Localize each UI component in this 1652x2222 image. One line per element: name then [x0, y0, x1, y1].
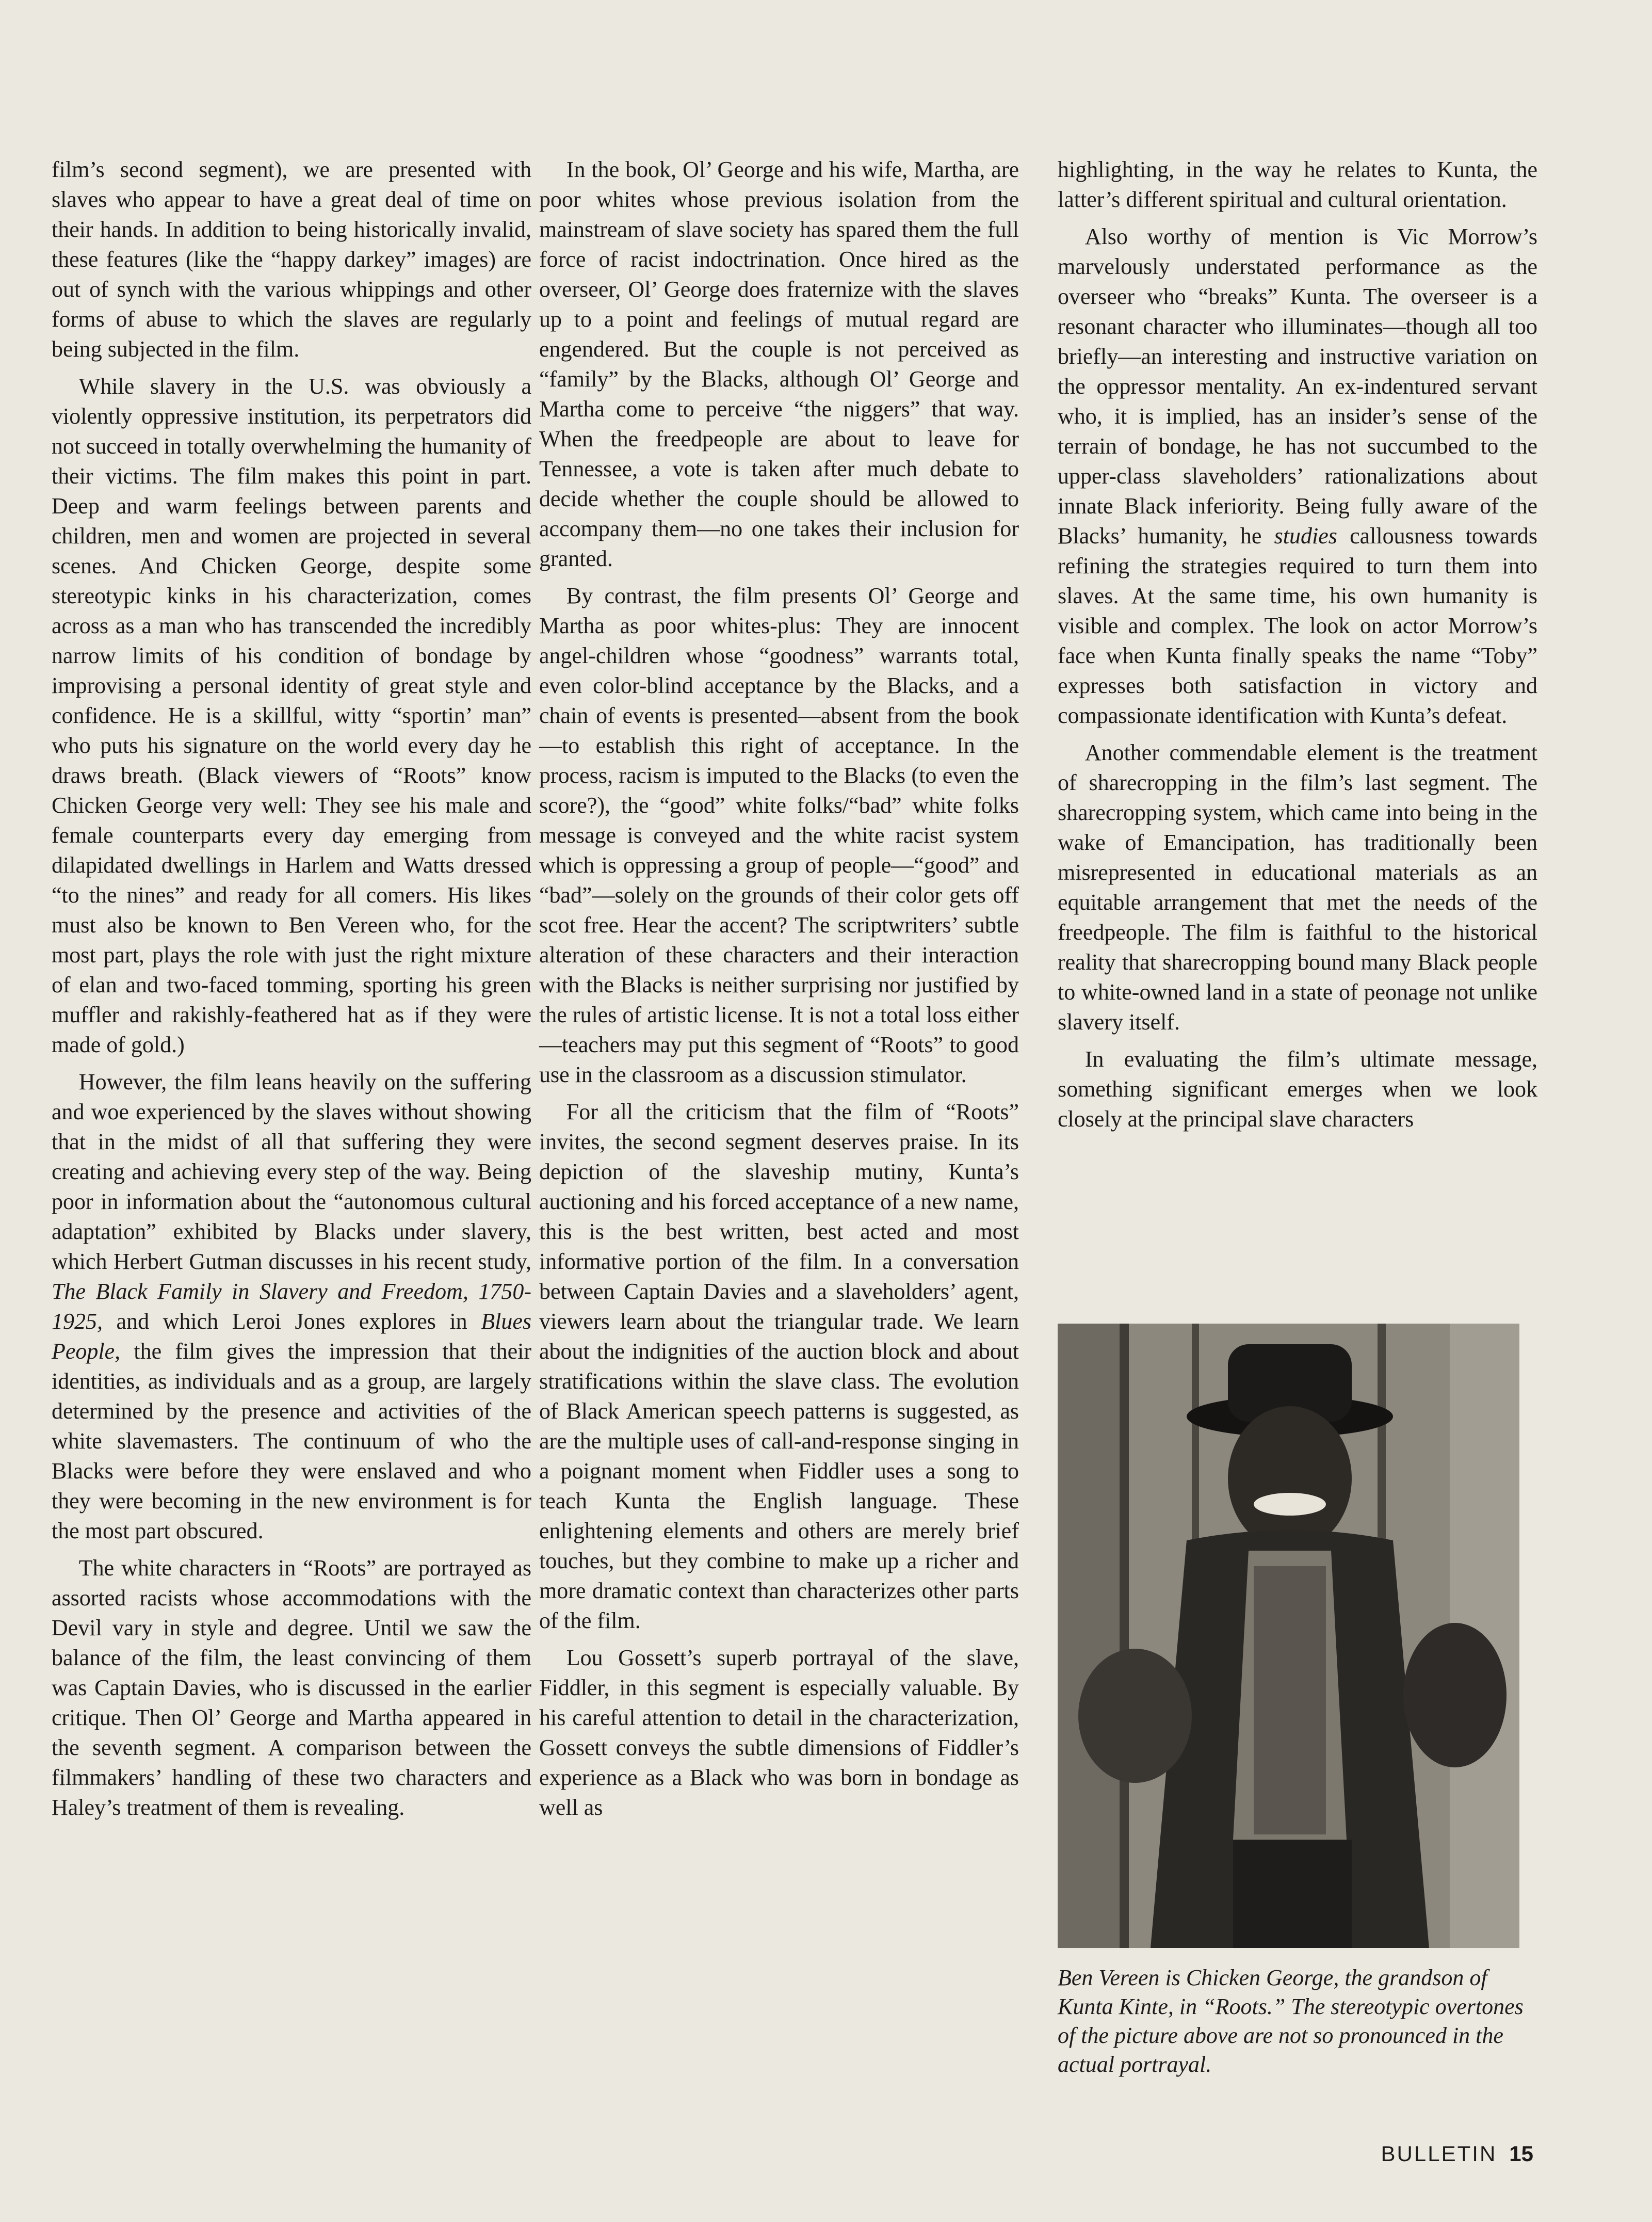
photo-caption: Ben Vereen is Chicken George, the grandson of Kunta Kinte, in “Roots.” The stereotypic overtones of the picture above are not so pronounced in the actual portrayal.	[1058, 1965, 1524, 2077]
paragraph: The white characters in “Roots” are portrayed as assorted racists whose accommodations with the Devil vary in style and degree. Until we saw the balance of the film, the least convincing of them was Captain Davies, who is discussed in the earlier critique. Then Ol’ George and Martha appeared in the seventh segment. A comparison between the filmmakers’ handling of these two characters and Haley’s treatment of them is revealing.	[52, 1555, 531, 1820]
book-title: Blues People,	[52, 1309, 531, 1364]
chicken-george-photo	[1058, 1324, 1519, 1948]
book-title: The Black Family in Slavery and Freedom, 1750-1925,	[52, 1279, 531, 1334]
page-footer	[1381, 2142, 1533, 2166]
paragraph: Also worthy of mention is Vic Morrow’s marvelously understated performance as the overseer who “breaks” Kunta. The overseer is a resonant character who illuminates—though all too briefly—an interesting and instructive variation on the oppressor mentality. An ex-indentured servant who, it is implied, has an insider’s sense of the terrain of bondage, he has not succumbed to the upper-class slaveholders’ rationalizations about innate Black inferiority. Being fully aware of the Blacks’ humanity, he studies callousness towards refining the strategies required to turn them into slaves. At the same time, his own humanity is visible and complex. The look on actor Morrow’s face when Kunta finally speaks the name “Toby” expresses both satisfaction in victory and compassionate identification with Kunta’s defeat.	[1058, 224, 1537, 728]
paragraph: For all the criticism that the film of “Roots” invites, the second segment deserves praise. In its depiction of the slaveship mutiny, Kunta’s auctioning and his forced acceptance of a new name, this is the best written, best acted and most informative portion of the film. In a conversation between Captain Davies and a slaveholders’ agent, viewers learn about the triangular trade. We learn about the indignities of the auction block and about stratifications within the slave class. The evolution of Black American speech patterns is suggested, as are the multiple uses of call-and-response singing in a poignant moment when Fiddler uses a song to teach Kunta the English language. These enlightening elements and others are merely brief touches, but they combine to make up a richer and more dramatic context than characterizes other parts of the film.	[539, 1099, 1019, 1633]
paragraph: In the book, Ol’ George and his wife, Martha, are poor whites whose previous isolation from the mainstream of slave society has spared them the full force of racist indoctrination. Once hired as the overseer, Ol’ George does fraternize with the slaves up to a point and feelings of mutual regard are engendered. But the couple is not perceived as “family” by the Blacks, although Ol’ George and Martha come to perceive “the niggers” that way. When the freedpeople are about to leave for Tennessee, a vote is taken after much debate to decide whether the couple should be allowed to accompany them—no one takes their inclusion for granted.	[539, 157, 1019, 571]
paragraph: highlighting, in the way he relates to Kunta, the latter’s different spiritual and cultural orientation.	[1058, 157, 1537, 212]
article-column-1	[52, 155, 531, 1830]
paragraph: In evaluating the film’s ultimate message, something significant emerges when we look closely at the principal slave characters	[1058, 1046, 1537, 1132]
publication-name: BULLETIN	[1381, 2142, 1497, 2166]
paragraph: However, the film leans heavily on the suffering and woe experienced by the slaves without showing that in the midst of all that suffering they were creating and achieving every step of the way. Being poor in information about the “autonomous cultural adaptation” exhibited by Blacks under slavery, which Herbert Gutman discusses in his recent study, The Black Family in Slavery and Freedom, 1750-1925, and which Leroi Jones explores in Blues People, the film gives the impression that their identities, as individuals and as a group, are largely determined by the presence and activities of the white slavemasters. The continuum of who the Blacks were before they were enslaved and who they were becoming in the new environment is for the most part obscured.	[52, 1069, 531, 1543]
article-column-3	[1058, 155, 1537, 1141]
paragraph: By contrast, the film presents Ol’ George and Martha as poor whites-plus: They are innocent angel-children whose “goodness” warrants total, even color-blind acceptance by the Blacks, and a chain of events is presented—absent from the book—to establish this right of acceptance. In the process, racism is imputed to the Blacks (to even the score?), the “good” white folks/“bad” white folks message is conveyed and the white racist system which is oppressing a group of people—“good” and “bad”—solely on the grounds of their color gets off scot free. Hear the accent? The scriptwriters’ subtle alteration of these characters and their interaction with the Blacks is neither surprising nor justified by the rules of artistic license. It is not a total loss either—teachers may put this segment of “Roots” to good use in the classroom as a discussion stimulator.	[539, 583, 1019, 1087]
paragraph: While slavery in the U.S. was obviously a violently oppressive institution, its perpetrators did not succeed in totally overwhelming the humanity of their victims. The film makes this point in part. Deep and warm feelings between parents and children, men and women are projected in several scenes. And Chicken George, despite some stereotypic kinks in his characterization, comes across as a man who has transcended the incredibly narrow limits of his condition of bondage by improvising a personal identity of great style and confidence. He is a skillful, witty “sportin’ man” who puts his signature on the world every day he draws breath. (Black viewers of “Roots” know Chicken George very well: They see his male and female counterparts every day emerging from dilapidated dwellings in Harlem and Watts dressed “to the nines” and ready for all comers. His likes must also be known to Ben Vereen who, for the most part, plays the role with just the right mixture of elan and two-faced tomming, sporting his green muffler and rakishly-feathered hat as if they were made of gold.)	[52, 374, 531, 1057]
emphasis: studies	[1274, 523, 1337, 549]
article-column-2	[539, 155, 1019, 1830]
paragraph: film’s second segment), we are presented with slaves who appear to have a great deal of time on their hands. In addition to being historically invalid, these features (like the “happy darkey” images) are out of synch with the various whippings and other forms of abuse to which the slaves are regularly being subjected in the film.	[52, 157, 531, 362]
paragraph: Another commendable element is the treatment of sharecropping in the film’s last segment. The sharecropping system, which came into being in the wake of Emancipation, has traditionally been misrepresented in educational materials as an equitable arrangement that met the needs of the freedpeople. The film is faithful to the historical reality that sharecropping bound many Black people to white-owned land in a state of peonage not unlike slavery itself.	[1058, 740, 1537, 1035]
page-number: 15	[1509, 2142, 1533, 2166]
paragraph: Lou Gossett’s superb portrayal of the slave, Fiddler, in this segment is especially valuable. By his careful attention to detail in the characterization, Gossett conveys the subtle dimensions of Fiddler’s experience as a Black who was born in bondage as well as	[539, 1645, 1019, 1820]
